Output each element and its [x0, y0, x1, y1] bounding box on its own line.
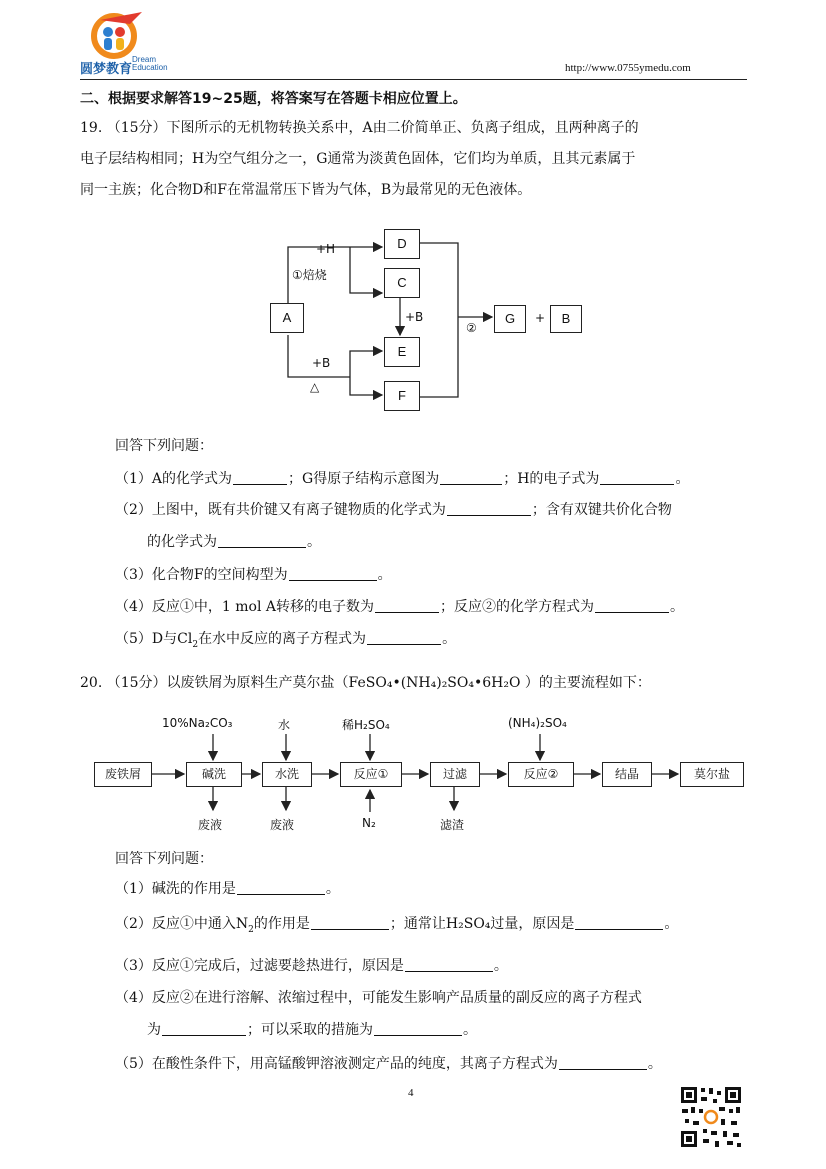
q19-reaction-diagram [260, 225, 600, 420]
answer-blank[interactable] [440, 470, 502, 485]
label-reaction-2: ② [466, 321, 477, 335]
logo [80, 10, 190, 78]
q20-prompt: 回答下列问题： [115, 851, 213, 867]
box-a: A [270, 303, 304, 333]
flow-input-n2: N₂ [362, 816, 376, 830]
flow-input-water: 水 [278, 718, 291, 732]
q20-part3: （3）反应①完成后，过滤要趁热进行，原因是 。 [115, 958, 508, 974]
qr-code-icon [679, 1085, 743, 1149]
box-d: D [384, 229, 420, 259]
answer-blank[interactable] [367, 630, 441, 645]
q19-part4: （4）反应①中，1 mol A转移的电子数为 ；反应②的化学方程式为 。 [115, 599, 685, 615]
label-plus-h: +H [316, 242, 336, 256]
flow-input-nh4-2so4: (NH₄)₂SO₄ [508, 716, 567, 730]
answer-blank[interactable] [595, 598, 669, 613]
page-number: 4 [408, 1087, 414, 1099]
flow-step-scrap-iron: 废铁屑 [94, 762, 152, 787]
q19-intro: 19. （15分）下图所示的无机物转换关系中，A由二价简单正、负离子组成，且两种离子的 电子层结构相同；H为空气组分之一，G通常为淡黄色固体，它们均为单质，且其元素属于 同一主族；化合物D和F在常温常压下皆为气体，B为最常见的无色液体。 [80, 120, 639, 198]
answer-blank[interactable] [575, 915, 663, 930]
box-e: E [384, 337, 420, 367]
flow-step-alkali-wash: 碱洗 [186, 762, 242, 787]
answer-blank[interactable] [289, 566, 377, 581]
header-rule [80, 79, 747, 80]
flow-step-reaction-2: 反应② [508, 762, 574, 787]
logo-emblem-icon [80, 10, 150, 60]
q19-prompt: 回答下列问题： [115, 438, 213, 454]
box-f: F [384, 381, 420, 411]
q19-part2: （2）上图中，既有共价键又有离子键物质的化学式为 ；含有双键共价化合物 [115, 502, 672, 518]
flow-input-na2co3: 10%Na₂CO₃ [162, 716, 233, 730]
flow-output-waste-2: 废液 [270, 818, 295, 832]
q19-part2-cont: 的化学式为 。 [147, 534, 321, 550]
flow-step-water-wash: 水洗 [262, 762, 312, 787]
answer-blank[interactable] [447, 501, 531, 516]
answer-blank[interactable] [559, 1055, 647, 1070]
header-url: http://www.0755ymedu.com [565, 62, 691, 74]
box-g: G [494, 305, 526, 333]
label-plus-b-1: +B [405, 310, 424, 324]
q20-part4: （4）反应②在进行溶解、浓缩过程中，可能发生影响产品质量的副反应的离子方程式 [115, 990, 642, 1006]
box-b: B [550, 305, 582, 333]
answer-blank[interactable] [162, 1021, 246, 1036]
q19-part1: （1）A的化学式为 ；G得原子结构示意图为 ；H的电子式为 。 [115, 471, 690, 487]
answer-blank[interactable] [218, 533, 306, 548]
flow-step-filter: 过滤 [430, 762, 480, 787]
answer-blank[interactable] [375, 598, 439, 613]
q20-flow-diagram [90, 712, 750, 837]
q19-part5: （5）D与$Cl_2$在水中反应的离子方程式为 。 [115, 631, 457, 650]
flow-output-residue: 滤渣 [440, 818, 465, 832]
answer-blank[interactable] [374, 1021, 462, 1036]
label-roast: ①焙烧 [292, 268, 327, 282]
answer-blank[interactable] [405, 957, 493, 972]
logo-text-cn: 圆梦教育 [80, 62, 133, 77]
section-title: 二、根据要求解答19~25题，将答案写在答题卡相应位置上。 [80, 91, 467, 107]
box-c: C [384, 268, 420, 298]
flow-step-mohr-salt: 莫尔盐 [680, 762, 744, 787]
q20-part5: （5）在酸性条件下，用高锰酸钾溶液测定产品的纯度，其离子方程式为 。 [115, 1056, 662, 1072]
label-delta: △ [310, 380, 320, 394]
label-plus: + [535, 311, 546, 325]
flow-step-reaction-1: 反应① [340, 762, 402, 787]
answer-blank[interactable] [237, 880, 325, 895]
flow-output-waste-1: 废液 [198, 818, 223, 832]
q20-part1: （1）碱洗的作用是 。 [115, 881, 340, 897]
flow-step-crystallize: 结晶 [602, 762, 652, 787]
logo-text-en: Dream Education [132, 55, 168, 72]
answer-blank[interactable] [600, 470, 674, 485]
q20-part2: （2）反应①中通入$N_2$的作用是 ；通常让H₂SO₄过量，原因是 。 [115, 916, 679, 935]
q19-part3: （3）化合物F的空间构型为 。 [115, 567, 392, 583]
answer-blank[interactable] [233, 470, 287, 485]
answer-blank[interactable] [311, 915, 389, 930]
q20-part4-cont: 为 ；可以采取的措施为 。 [147, 1022, 477, 1038]
label-plus-b-2: +B [312, 356, 331, 370]
flow-input-h2so4: 稀H₂SO₄ [342, 718, 390, 732]
q20-intro: 20. （15分）以废铁屑为原料生产莫尔盐（FeSO₄•(NH₄)₂SO₄•6H₂O ）的主要流程如下： [80, 675, 651, 691]
